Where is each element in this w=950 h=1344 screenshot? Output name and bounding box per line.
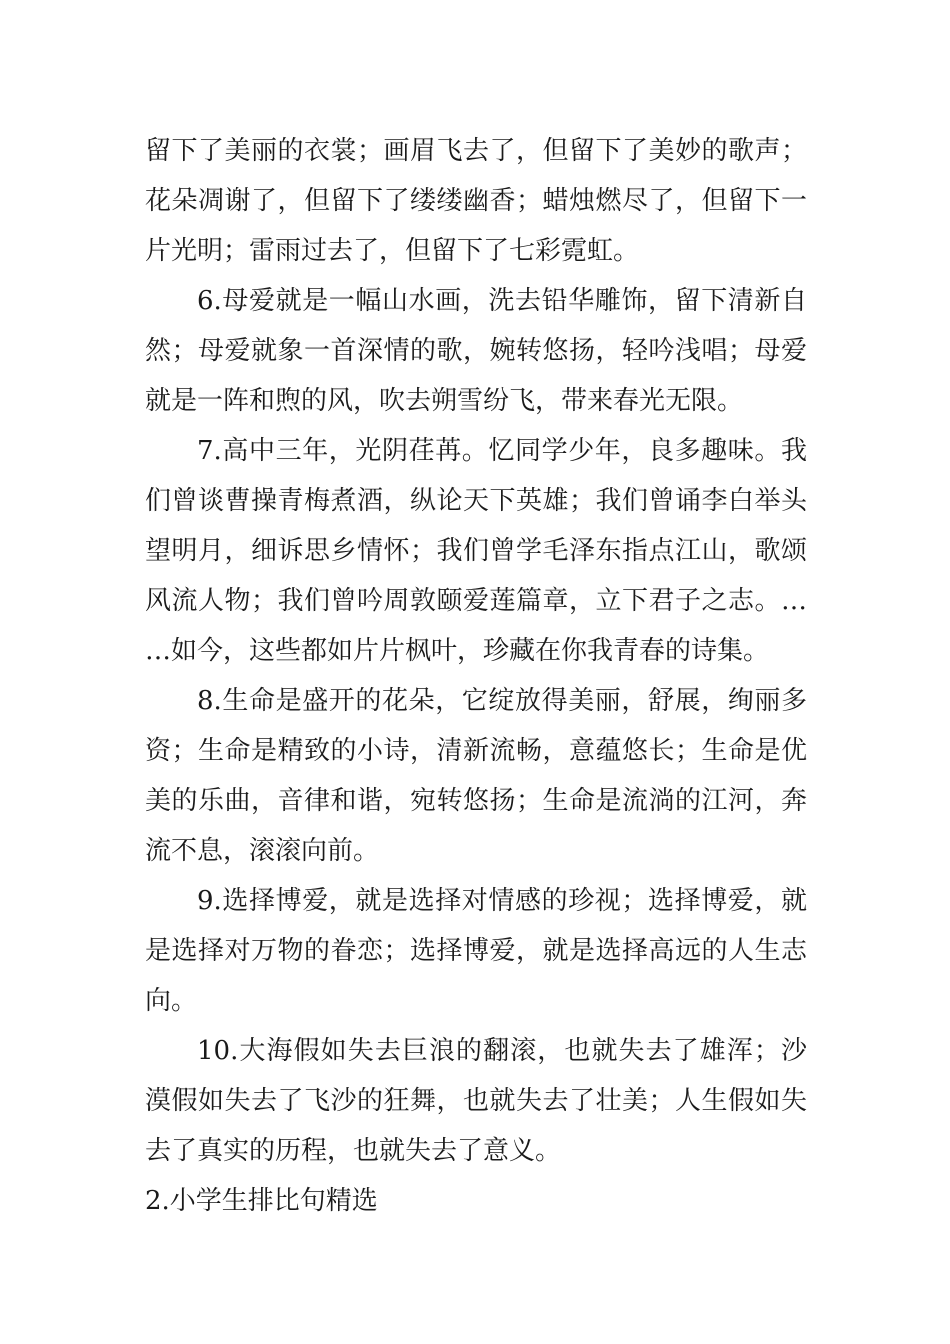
document-body xyxy=(145,126,807,1226)
paragraph-item-7: 7.高中三年，光阴荏苒。忆同学少年，良多趣味。我们曾谈曹操青梅煮酒，纵论天下英雄；我们曾诵李白举头望明月，细诉思乡情怀；我们曾学毛泽东指点江山，歌颂风流人物；我们曾吟周敦颐爱莲篇章，立下君子之志。……如今，这些都如片片枫叶，珍藏在你我青春的诗集。 xyxy=(145,436,807,666)
paragraph-item-6: 6.母爱就是一幅山水画，洗去铅华雕饰，留下清新自然；母爱就象一首深情的歌，婉转悠扬，轻吟浅唱；母爱就是一阵和煦的风，吹去朔雪纷飞，带来春光无限。 xyxy=(145,286,807,416)
paragraph-item-9: 9.选择博爱，就是选择对情感的珍视；选择博爱，就是选择对万物的眷恋；选择博爱，就是选择高远的人生志向。 xyxy=(145,886,807,1016)
paragraph-item-10: 10.大海假如失去巨浪的翻滚，也就失去了雄浑；沙漠假如失去了飞沙的狂舞，也就失去了壮美；人生假如失去了真实的历程，也就失去了意义。 xyxy=(145,1036,807,1166)
paragraph-continuation: 留下了美丽的衣裳；画眉飞去了，但留下了美妙的歌声；花朵凋谢了，但留下了缕缕幽香；蜡烛燃尽了，但留下一片光明；雷雨过去了，但留下了七彩霓虹。 xyxy=(145,136,807,266)
paragraph-item-8: 8.生命是盛开的花朵，它绽放得美丽，舒展，绚丽多资；生命是精致的小诗，清新流畅，意蕴悠长；生命是优美的乐曲，音律和谐，宛转悠扬；生命是流淌的江河，奔流不息，滚滚向前。 xyxy=(145,686,807,866)
section-heading: 2.小学生排比句精选 xyxy=(145,1186,378,1216)
